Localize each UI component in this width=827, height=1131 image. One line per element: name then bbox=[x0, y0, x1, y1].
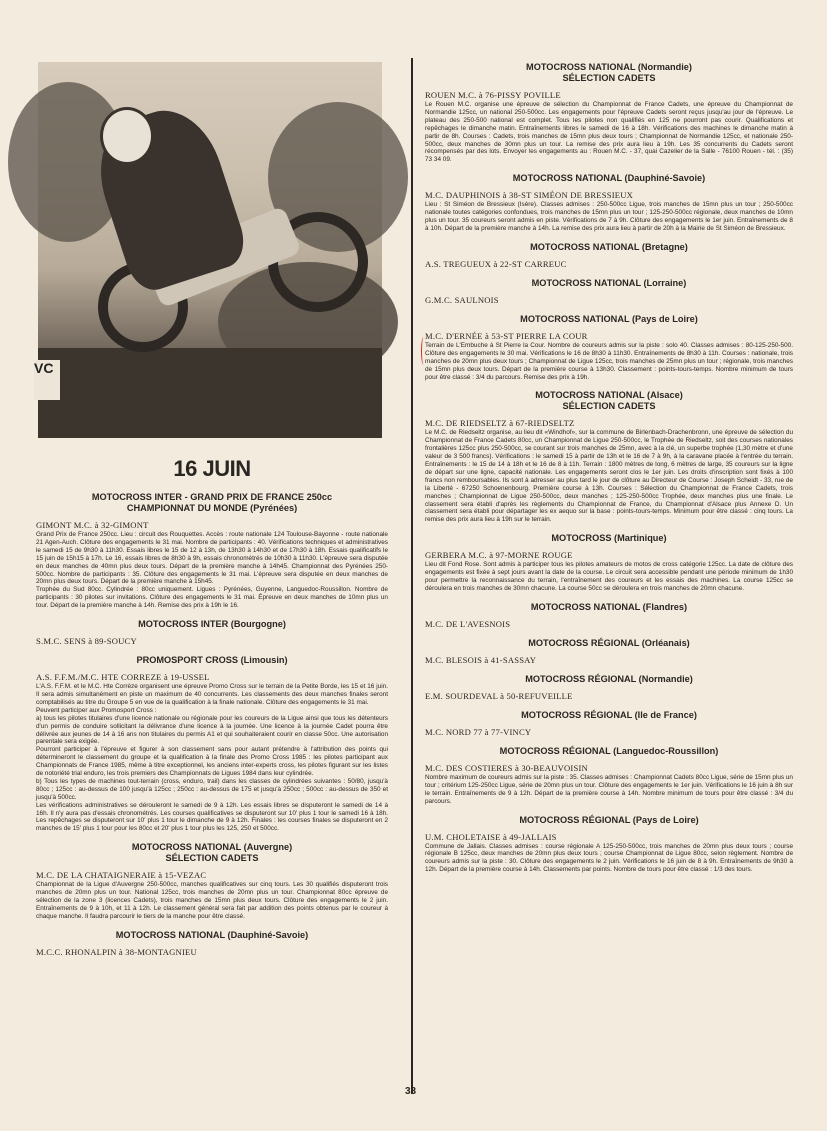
club-name: GERBERA M.C. à 97-MORNE ROUGE bbox=[425, 550, 573, 561]
club-name: M.C. DE RIEDSELTZ à 67-RIEDSELTZ bbox=[425, 418, 575, 429]
club-name: M.C. NORD 77 à 77-VINCY bbox=[425, 726, 532, 737]
section-title: MOTOCROSS NATIONAL (Flandres) bbox=[530, 601, 688, 612]
event-section bbox=[36, 842, 388, 921]
club-name: ROUEN M.C. à 76-PISSY POVILLE bbox=[425, 90, 561, 100]
event-section bbox=[425, 278, 793, 305]
section-title: MOTOCROSS RÉGIONAL (Languedoc-Roussillon) bbox=[499, 745, 719, 756]
event-details: Le M.C. de Riedseltz organise, au lieu dit «Windhof», sur la commune de Birlenbach-Drachenbronn, une épreuve de sélection du Championnat de France Cadets 80cc, un Championnat de Ligue 250-500cc, le Trophée de Riedseltz, soit des courses nationales frontalières 125cc plus 250-500cc, se courant sur trois manches de 25mn, avec à la clé, un superbe trophée (1,30 mètre et d'une valeur de 3 500 francs). Vérifications : le samedi 15 à partir de 13h et le 16 de 7 à 9h, à la caravane placée à l'entrée du terrain. Entraînements : le 15 de 14 à 18h et le 16 de 8 à 11h. Terrain : 1800 mètres de long, 6 mètres de large, 35 coureurs sur la ligne de départ sur une ligne, capacité nationale. Les engagements seront clos le 1er juin. Les droits d'inscription sont fixés à 100 francs non remboursables. Ils sont à adresser au plus tard le jour de clôture au Directeur de Course : Joseph Scheidt - 33, rue de la Liberté - 67250 Schoenenbourg. Première course à 13h. Courses : Sélection du Championnat de France Cadets, trois manches ; Championnat de Ligue 250-500cc, deux manches ; 125-250-500cc Trophée, deux manches plus une finale. Le classement sera établi d'après les règlements du Championnat de France, du Championnat d'Alsace plus Annexe D. Un classement sera établi pour départager les ex aequo sur la base : points-tours-temps. Minimum pour être classé : cinq tours. La remise des prix aura lieu à 19h sur le terrain. bbox=[425, 429, 793, 524]
section-title: SÉLECTION CADETS bbox=[165, 853, 259, 864]
section-title: MOTOCROSS RÉGIONAL (Ile de France) bbox=[521, 709, 697, 720]
section-title: MOTOCROSS NATIONAL (Lorraine) bbox=[531, 277, 687, 288]
page-number: 33 bbox=[405, 1086, 417, 1097]
club-name: GIMONT M.C. à 32-GIMONT bbox=[36, 520, 149, 530]
event-section bbox=[425, 314, 793, 382]
event-details: Pourront participer à l'épreuve et figurer à son classement sans pour autant prétendre à l'attribution des points qui détermineront le classement du groupe et la qualification à la finale des Promo Cross 1985 : les pilotes participant aux Championnats de France 1985, même à titre exceptionnel, les anciens inter-experts cross, les pilotes figurant sur les listes de notoriété trial enduro, les trois premiers des Championnats de Ligues 1984 dans leur cylindrée. bbox=[36, 746, 388, 778]
event-details: Les vérifications administratives se dérouleront le samedi de 9 à 12h. Les essais libres se disputeront le samedi de 14 à 16h. Il n'y aura pas d'essais chronométrés. Les courses qualificatives se disputeront sur 10' plus 1 tour le samedi 16 à 18h. Les repêchages se disputeront sur 10' plus 1 tour le dimanche de 9 à 12h. Finales : les courses finales se disputeront en 2 manches de 15' plus 1 tour pour les 80cc et 20' plus 1 tour plus les 125, 250 et 500cc. bbox=[36, 801, 388, 833]
event-details: Lieu : St Siméon de Bressieux (Isère). Classes admises : 250-500cc Ligue, trois manches de 15mn plus un tour ; 250-500cc nationale toutes catégories confondues, trois manches de 15mn plus un tour ; 125-250-500cc régionale, deux manches de 10mn plus un tour. 35 coureurs seront admis en piste. Vérifications de 7 à 9h. Clôture des engagements le 1er juin. Entraînements de 8 à 10h. Départ de la première manche à 14h. La remise des prix aura lieu à partir de 20h à la Mairie de St Siméon de Bressieux. bbox=[425, 201, 793, 232]
section-title: MOTOCROSS (Martinique) bbox=[551, 533, 667, 544]
event-section bbox=[425, 242, 793, 269]
section-title: MOTOCROSS NATIONAL (Dauphiné-Savoie) bbox=[512, 173, 706, 184]
section-title: MOTOCROSS RÉGIONAL (Orléanais) bbox=[528, 637, 690, 648]
event-section bbox=[36, 619, 388, 646]
event-details: Le Rouen M.C. organise une épreuve de sélection du Championnat de France Cadets, une épreuve du Championnat de Normandie 125cc, un national 250-500cc. Les engagements pour l'épreuve Cadets seront reçus jusqu'au jour de l'épreuve. Le plateau des 250-500 national est complet. Tous les pilotes non qualifiés en 125 ne pourront pas courir. Qualifications et repêchages le dimanche matin. Entraînements libres le samedi de 16 à 18h. Vérifications des machines le dimanche matin à partir de 8h. Courses : Cadets, trois manches de 15mn plus deux tours ; Championnat de Normandie 125cc, et nationale 250-500cc, deux manches de 30mn plus un tour. La remise des prix aura lieu à 19h. Les 35 concurrents du Cadets seront récompensés par des lots. Envoyer les engagements au : Rouen M.C. - 37, quai Cazelier de la Salle - 76100 Rouen - tél. : (35) 73 34 09. bbox=[425, 101, 793, 164]
club-name: G.M.C. SAULNOIS bbox=[425, 294, 499, 305]
club-name: M.C. DE L'AVESNOIS bbox=[425, 618, 511, 629]
section-title: CHAMPIONNAT DU MONDE (Pyrénées) bbox=[126, 503, 298, 513]
event-details: Lieu dit Fond Rose. Sont admis à participer tous les pilotes amateurs de motos de cross catégorie 125cc. La date de clôture des engagements est fixée à sept jours avant la date de la course. Le circuit sera accessible pendant une période minimum de 1h30 pour permettre la reconnaissance du terrain, l'entraînement des coureurs et les essais des machines. La course 125cc se déroulera en trois manches de 30mn chacune. La course 50cc se déroulera en trois manches de 20mn chacune. bbox=[425, 561, 793, 592]
club-name: U.M. CHOLETAISE à 49-JALLAIS bbox=[425, 831, 557, 842]
event-section bbox=[425, 173, 793, 233]
event-section bbox=[425, 390, 793, 524]
club-name: M.C. BLESOIS à 41-SASSAY bbox=[425, 654, 537, 665]
section-title: MOTOCROSS NATIONAL (Dauphiné-Savoie) bbox=[115, 929, 309, 940]
left-sections bbox=[36, 492, 388, 957]
event-section bbox=[425, 815, 793, 875]
section-title: SÉLECTION CADETS bbox=[562, 73, 656, 83]
club-name: S.M.C. SENS à 89-SOUCY bbox=[36, 636, 137, 647]
left-column bbox=[36, 62, 388, 958]
section-title: MOTOCROSS NATIONAL (Normandie) bbox=[526, 62, 692, 72]
section-title: MOTOCROSS INTER (Bourgogne) bbox=[138, 619, 286, 630]
event-section bbox=[36, 930, 388, 957]
event-section bbox=[36, 655, 388, 833]
event-section bbox=[425, 602, 793, 629]
section-title: MOTOCROSS NATIONAL (Auvergne) bbox=[131, 842, 293, 853]
section-title: MOTOCROSS RÉGIONAL (Pays de Loire) bbox=[519, 814, 699, 825]
event-details: Trophée du Sud 80cc. Cylindrée : 80cc uniquement. Ligues : Pyrénées, Guyenne, Languedoc-Roussillon. Nombre de participants : 30 pilotes sur invitations. Clôture des engagements le 31 mai. Épreuve en deux manches de 10mn plus un tour. Départ de la première manche à 14h. Remise des prix à 19h le 16. bbox=[36, 586, 388, 610]
event-details: Commune de Jallais. Classes admises : course régionale A 125-250-500cc, trois manches de 20mn plus deux tours ; course régionale B 125cc, deux manches de 20mn plus deux tours ; course Championnat de Ligue 80cc, selon règlement. Nombre de coureurs admis sur la piste : 30. Clôture des engagements le 2 juin. Vérifications le 16 juin de 8 à 9h. Entraînements de 9h30 à 12h. Départ de la première course à 14h. Classements par points. Nombre de tours pour être classé : 1/3 des tours. bbox=[425, 842, 793, 874]
motocross-photo bbox=[34, 62, 382, 438]
club-name: M.C.C. RHONALPIN à 38-MONTAGNIEU bbox=[36, 946, 197, 957]
club-name: A.S. TREGUEUX à 22-ST CARREUC bbox=[425, 258, 567, 269]
right-sections bbox=[425, 62, 793, 874]
event-section bbox=[425, 62, 793, 164]
event-section bbox=[425, 710, 793, 737]
event-section bbox=[425, 533, 793, 593]
section-title: MOTOCROSS INTER - GRAND PRIX DE FRANCE 250cc bbox=[91, 492, 333, 502]
club-name: M.C. DES COSTIERES à 30-BEAUVOISIN bbox=[425, 762, 588, 773]
event-details: b) Tous les types de machines tout-terrain (cross, enduro, trail) dans les classes de cylindrées suivantes : 50/80, jusqu'à 80cc ; 125cc : au-dessus de 100 jusqu'à 125cc ; 250cc : au-dessus de 175 et jusqu'à 250cc ; 500cc : au-dessus de 350 et jusqu'à 500cc. bbox=[36, 777, 388, 801]
club-name: M.C. DE LA CHATAIGNERAIE à 15-VEZAC bbox=[36, 870, 207, 881]
event-details: a) tous les pilotes titulaires d'une licence nationale ou régionale pour les coureurs de la Ligue ainsi que tous les détenteurs d'un permis de conduire sollicitant la délivrance d'une licence à la journée. Une licence à la journée Cadet pourra être délivrée aux jeunes de 14 à 16 ans non titulaires du permis A1 et qui souhaiteraient courir en classe 50cc. Une autorisation parentale sera exigée. bbox=[36, 714, 388, 746]
right-column bbox=[425, 62, 793, 874]
event-details: L'A.S. F.F.M. et le M.C. Hte Corrèze organisent une épreuve Promo Cross sur le terrain de la Petite Borde, les 15 et 16 juin. Il sera admis simultanément en piste un maximum de 40 concurrents. Les classements des deux manches finales seront comptabilisés au titre du Groupe 5 en vue de la qualification à la finale nationale. Clôture des engagements le 31 mai. bbox=[36, 683, 388, 706]
event-section bbox=[425, 638, 793, 665]
event-details: Nombre maximum de coureurs admis sur la piste : 35. Classes admises : Championnat Cadets 80cc Ligue, série de 15mn plus un tour ; critérium 125-250cc Ligue, série de 20mn plus un tour. Clôture des engagements le 1er juin. Vérifications le 16 juin à 8h sur le terrain. Entraînements de 9 à 12h. Départ de la première course à 14h. Nombre minimum de tours pour être classé : 3/4 du parcours. bbox=[425, 773, 793, 805]
event-section bbox=[425, 674, 793, 701]
event-details: Peuvent participer aux Promosport Cross : bbox=[36, 706, 157, 714]
event-details: Grand Prix de France 250cc. Lieu : circuit des Rouquettes. Accès : route nationale 124 Toulouse-Bayonne - route nationale 21 Agen-Auch. Clôture des engagements le 31 mai. Nombre de participants : 40. Vérifications techniques et administratives le samedi 15 de 9h30 à 11h30. Essais libres le 15 de 12 à 13h, de 13h30 à 14h30 et de 17h30 à 18h. Essais qualificatifs le 15 juin de 15h15 à 17h. Le 16, essais libres de 8h30 à 9h, essais chronométrés de 10h30 à 11h30. L'épreuve sera disputée en deux manches de 40mn plus deux tours. Départ de la première manche à 14h45. Championnat des Pyrénées 250-500cc. Nombre de participants : 35. Clôture des engagements le 31 mai. L'épreuve sera disputée en deux manches de 20mn plus deux tours. Départ de la première manche à 15h45. bbox=[36, 531, 388, 586]
column-divider bbox=[411, 58, 413, 1094]
club-name: M.C. DAUPHINOIS à 38-ST SIMÉON DE BRESSIEUX bbox=[425, 190, 634, 201]
section-title: MOTOCROSS NATIONAL (Alsace) bbox=[535, 390, 683, 401]
event-section bbox=[425, 746, 793, 806]
photo-sign: VC bbox=[34, 360, 60, 400]
club-name: M.C. D'ERNÉE à 53-ST PIERRE LA COUR bbox=[425, 330, 588, 341]
event-date: 16 JUIN bbox=[173, 456, 251, 481]
event-section bbox=[36, 492, 388, 610]
section-title: MOTOCROSS NATIONAL (Bretagne) bbox=[530, 241, 688, 252]
section-title: PROMOSPORT CROSS (Limousin) bbox=[136, 655, 288, 666]
event-details: Terrain de L'Embuche à St Pierre la Cour. Nombre de coureurs admis sur la piste : solo 40. Classes admises : 80-125-250-500. Clôture des engagements le 30 mai. Vérifications le 16 de 8h30 à 11h30. Entraînements de 8h30 à 11h. Courses : nationale, trois manches de 20mn plus deux tours ; Championnat de Ligue 125cc, trois manches de 25mn plus un tour ; régionale, trois manches de 15mn plus deux tours. Départ de la première course à 13h30. Classement : points-tours-temps. Nombre minimum de tours pour être classé : 3/4 du parcours. Remise des prix à 19h. bbox=[425, 341, 793, 381]
section-title: MOTOCROSS NATIONAL (Pays de Loire) bbox=[520, 313, 698, 324]
section-title: SÉLECTION CADETS bbox=[562, 401, 656, 412]
event-details: Championnat de la Ligue d'Auvergne 250-500cc, manches qualificatives sur cinq tours. Les 30 qualifiés disputeront trois manches de 20mn plus un tour. National 125cc, trois manches de 20mn plus un tour. Championnat 80cc épreuve de sélection de la zone 3 (licences Cadets), trois manches de 15mn plus deux tours. Clôture des engagements le 2 juin. Entraînements de 9 à 10h, et 11 à 12h. Le classement général sera fait par addition des points obtenus par le coureur à chaque manche. Il faudra parcourir le tiers de la manche pour être classé. bbox=[36, 881, 388, 920]
section-title: MOTOCROSS RÉGIONAL (Normandie) bbox=[525, 673, 693, 684]
club-name: A.S. F.F.M./M.C. HTE CORREZE à 19-USSEL bbox=[36, 672, 210, 683]
club-name: E.M. SOURDEVAL à 50-REFUVEILLE bbox=[425, 690, 573, 701]
